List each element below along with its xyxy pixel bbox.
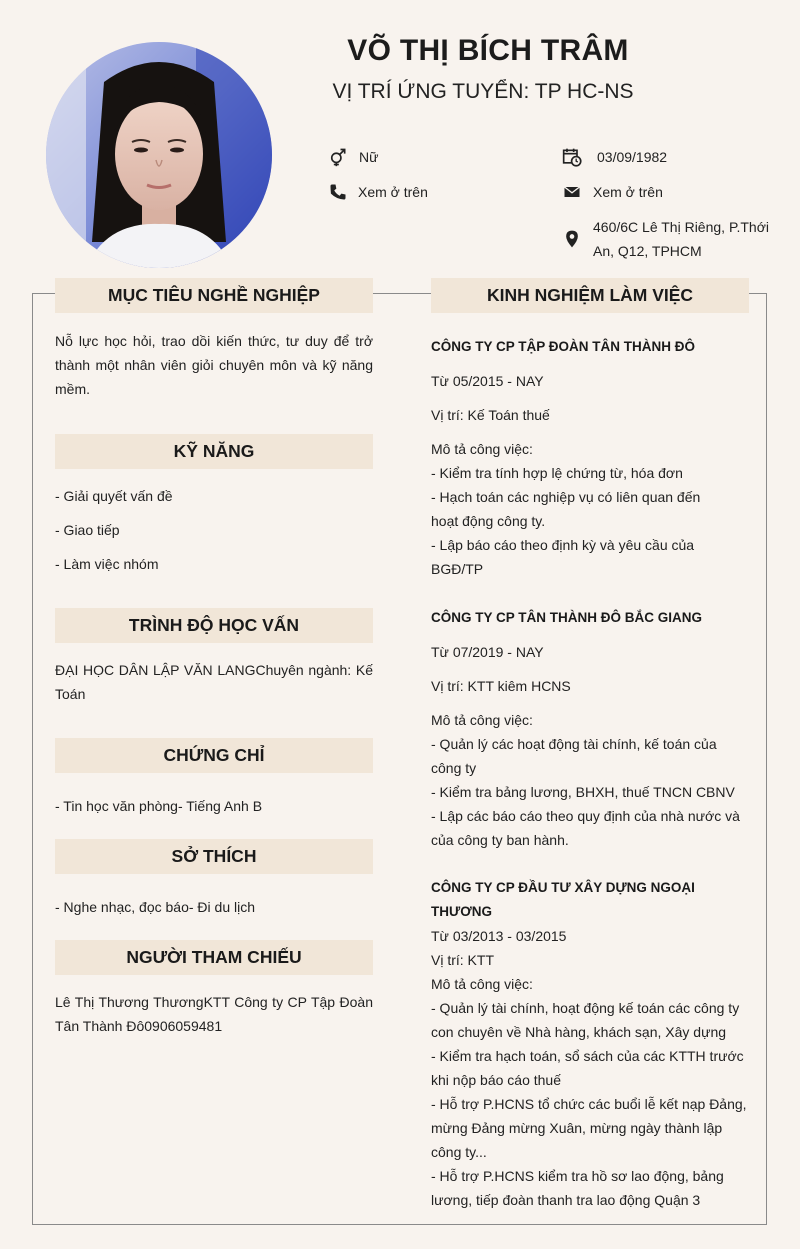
profile-photo — [46, 42, 272, 268]
info-email — [561, 181, 663, 203]
job-desc-line: - Kiểm tra tính hợp lệ chứng từ, hóa đơn — [431, 465, 683, 481]
mail-icon — [561, 181, 583, 203]
info-address — [561, 215, 773, 263]
right-column — [431, 278, 749, 1212]
objective-heading: MỤC TIÊU NGHỀ NGHIỆP — [55, 278, 373, 313]
job-desc-line: - Lập các báo cáo theo quy định của nhà nước và của công ty ban hành. — [431, 808, 740, 848]
job-role: Vị trí: KTT — [431, 952, 494, 968]
skill-item: - Giao tiếp — [55, 522, 120, 538]
job-desc-line: - Hạch toán các nghiệp vụ có liên quan đến — [431, 489, 701, 505]
education-heading: TRÌNH ĐỘ HỌC VẤN — [55, 608, 373, 643]
job-company: CÔNG TY CP ĐẦU TƯ XÂY DỰNG NGOẠI THƯƠNG — [431, 880, 695, 919]
job-period: Từ 03/2013 - 03/2015 — [431, 928, 567, 944]
phone-value: Xem ở trên — [358, 184, 428, 200]
candidate-name: VÕ THỊ BÍCH TRÂM — [347, 34, 629, 67]
job-period: Từ 05/2015 - NAY — [431, 373, 544, 389]
job-desc-line: - Lập báo cáo theo định kỳ và yêu cầu của BGĐ/TP — [431, 537, 695, 577]
skills-heading: KỸ NĂNG — [55, 434, 373, 469]
applied-position: VỊ TRÍ ỨNG TUYỂN: TP HC-NS — [332, 80, 634, 103]
job-desc-line: - Kiểm tra hạch toán, sổ sách của các KTTH trước khi nộp báo cáo thuế — [431, 1048, 744, 1088]
skill-item: - Giải quyết vấn đề — [55, 488, 173, 504]
job-desc-line: - Hỗ trợ P.HCNS kiểm tra hồ sơ lao động, bảng lương, tiếp đoàn thanh tra lao động Quận 3 — [431, 1168, 724, 1208]
job-desc-label: Mô tả công việc: — [431, 712, 533, 728]
certificates-text: - Tin học văn phòng- Tiếng Anh B — [55, 798, 263, 814]
gender-icon — [327, 146, 349, 168]
references-heading: NGƯỜI THAM CHIẾU — [55, 940, 373, 975]
dob-value: 03/09/1982 — [597, 149, 668, 165]
left-column — [55, 278, 373, 1038]
job-role: Vị trí: Kế Toán thuế — [431, 407, 550, 423]
experience-heading: KINH NGHIỆM LÀM VIỆC — [431, 278, 749, 313]
address-value: 460/6C Lê Thị Riêng, P.Thới An, Q12, TPHCM — [593, 219, 769, 259]
education-text: ĐẠI HỌC DÂN LẬP VĂN LANGChuyên ngành: Kế Toán — [55, 662, 373, 702]
job-entry — [431, 606, 749, 852]
job-desc-line: - Quản lý tài chính, hoạt động kế toán các công ty con chuyên về Nhà hàng, khách sạn, Xây dựng — [431, 1000, 740, 1040]
location-pin-icon — [561, 228, 583, 250]
job-period: Từ 07/2019 - NAY — [431, 644, 544, 660]
email-value: Xem ở trên — [593, 184, 663, 200]
portrait-image — [46, 42, 272, 268]
job-company: CÔNG TY CP TÂN THÀNH ĐÔ BẮC GIANG — [431, 610, 703, 625]
skill-item: - Làm việc nhóm — [55, 556, 159, 572]
objective-text: Nỗ lực học hỏi, trao dồi kiến thức, tư duy để trở thành một nhân viên giỏi chuyên môn và kỹ năng mềm. — [55, 333, 373, 397]
hobbies-heading: SỞ THÍCH — [55, 839, 373, 874]
info-gender — [327, 146, 378, 168]
job-desc-label: Mô tả công việc: — [431, 976, 533, 992]
certificates-heading: CHỨNG CHỈ — [55, 738, 373, 773]
calendar-icon — [561, 146, 583, 168]
job-desc-line: - Hỗ trợ P.HCNS tổ chức các buổi lễ kết nạp Đảng, mừng Đảng mừng Xuân, mừng ngày thành lập công ty... — [431, 1096, 747, 1160]
job-desc-line: - Kiểm tra bảng lương, BHXH, thuế TNCN CBNV — [431, 784, 735, 800]
phone-icon — [327, 181, 349, 203]
job-desc-line: hoạt động công ty. — [431, 513, 546, 529]
job-desc-label: Mô tả công việc: — [431, 441, 533, 457]
job-entry — [431, 876, 749, 1212]
job-entry — [431, 335, 749, 581]
info-dob — [561, 146, 667, 168]
job-role: Vị trí: KTT kiêm HCNS — [431, 678, 571, 694]
skills-list — [55, 484, 373, 576]
gender-value: Nữ — [359, 149, 379, 165]
info-phone — [327, 181, 428, 203]
job-company: CÔNG TY CP TẬP ĐOÀN TÂN THÀNH ĐÔ — [431, 339, 696, 354]
references-text: Lê Thị Thương ThươngKTT Công ty CP Tập Đoàn Tân Thành Đô0906059481 — [55, 994, 373, 1034]
hobbies-text: - Nghe nhạc, đọc báo- Đi du lịch — [55, 899, 255, 915]
job-desc-line: - Quản lý các hoạt động tài chính, kế toán của công ty — [431, 736, 717, 776]
